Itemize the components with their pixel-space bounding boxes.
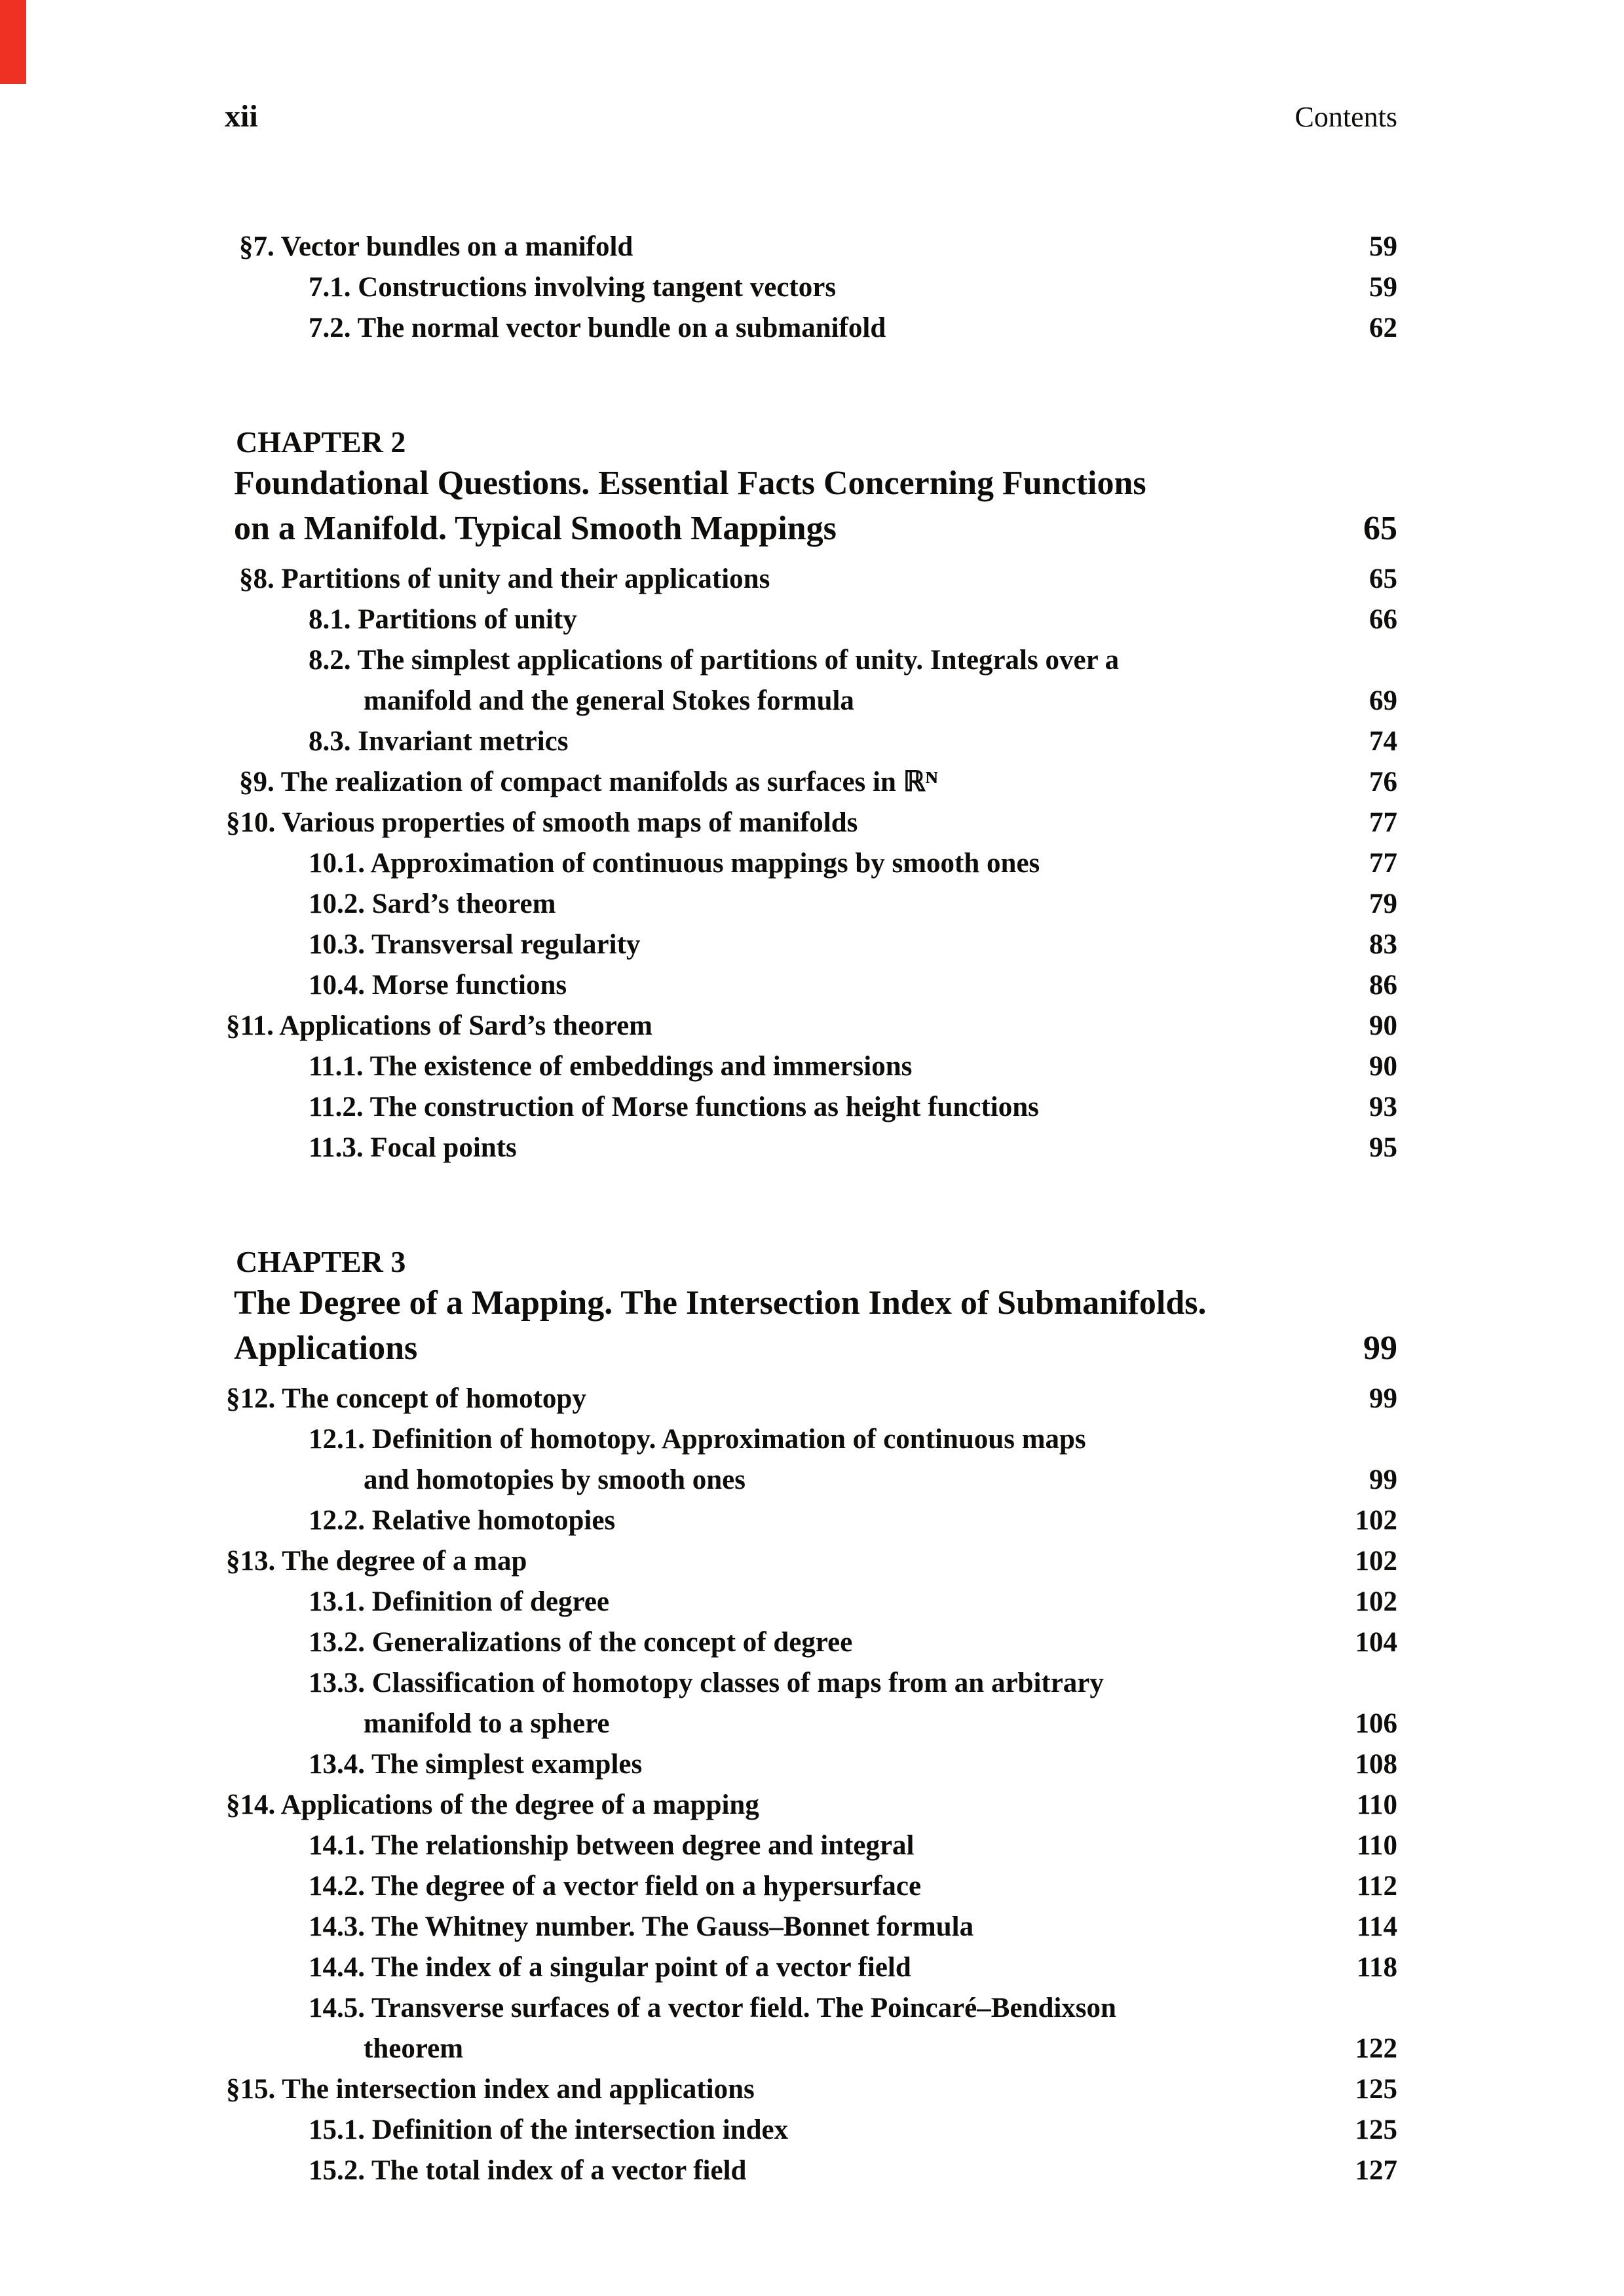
chapter-title-text: The Degree of a Mapping. The Intersection Index of Submanifolds. xyxy=(234,1284,1207,1322)
page-number: 110 xyxy=(1356,1789,1397,1820)
chapter-heading xyxy=(225,424,1397,461)
page-number: 95 xyxy=(1369,1132,1397,1163)
toc-entry-text: 10.4. Morse functions xyxy=(309,970,567,1001)
toc-entry xyxy=(225,640,1397,681)
chapter-title xyxy=(225,506,1397,551)
toc-entry-text: 8.2. The simplest applications of partitions of unity. Integrals over a xyxy=(309,645,1120,676)
toc-entry-text: 8.1. Partitions of unity xyxy=(309,604,577,635)
toc-entry-text: 12.1. Definition of homotopy. Approximation of continuous maps xyxy=(309,1424,1086,1455)
toc-entry xyxy=(225,1744,1397,1785)
toc-entry-text: 14.4. The index of a singular point of a vector field xyxy=(309,1952,911,1983)
toc-entry xyxy=(225,884,1397,925)
toc-entry xyxy=(225,600,1397,640)
page-number: 90 xyxy=(1369,1010,1397,1041)
toc-entry xyxy=(225,843,1397,884)
toc-entry-text: theorem xyxy=(364,2033,464,2064)
chapter-heading xyxy=(225,1244,1397,1280)
chapter-heading-text: CHAPTER 3 xyxy=(236,1245,406,1278)
toc-entry xyxy=(225,1785,1397,1826)
page-header xyxy=(225,98,1397,134)
page-number: 69 xyxy=(1369,685,1397,716)
toc-entry xyxy=(225,1379,1397,1419)
chapter-heading-text: CHAPTER 2 xyxy=(236,425,406,459)
chapter-title-text: on a Manifold. Typical Smooth Mappings xyxy=(234,510,837,547)
running-head: Contents xyxy=(1294,101,1397,133)
toc-entry-text: §14. Applications of the degree of a mapping xyxy=(226,1789,759,1820)
chapter-title-text: Foundational Questions. Essential Facts Concerning Functions xyxy=(234,465,1146,502)
toc-entry-text: and homotopies by smooth ones xyxy=(364,1464,746,1495)
toc-entry xyxy=(225,1826,1397,1866)
page-number: 83 xyxy=(1369,929,1397,960)
toc-entry xyxy=(225,965,1397,1006)
toc-entry-text: §12. The concept of homotopy xyxy=(226,1383,586,1414)
toc-entry-text: 13.1. Definition of degree xyxy=(309,1586,609,1617)
toc-entry xyxy=(225,1988,1397,2029)
page-number: 125 xyxy=(1355,2074,1397,2105)
toc-entry-text: 15.1. Definition of the intersection index xyxy=(309,2114,789,2145)
page-number: 108 xyxy=(1355,1749,1397,1780)
page-number: 65 xyxy=(1369,564,1397,594)
toc-entry xyxy=(225,1947,1397,1988)
toc-entry-text: 8.3. Invariant metrics xyxy=(309,726,569,757)
toc-entry-continuation xyxy=(225,1704,1397,1744)
page-number: 102 xyxy=(1355,1505,1397,1536)
toc-entry xyxy=(225,267,1397,308)
page-number: 77 xyxy=(1369,848,1397,879)
table-of-contents xyxy=(225,227,1397,2191)
toc-entry-text: 12.2. Relative homotopies xyxy=(309,1505,616,1536)
toc-entry-continuation xyxy=(225,1460,1397,1501)
page-number: 93 xyxy=(1369,1092,1397,1122)
toc-entry xyxy=(225,762,1397,803)
page-number: 122 xyxy=(1355,2033,1397,2064)
chapter-title xyxy=(225,461,1397,506)
toc-entry-text: §7. Vector bundles on a manifold xyxy=(239,231,633,262)
page-number: 99 xyxy=(1363,1330,1397,1367)
page-number: 118 xyxy=(1356,1952,1397,1983)
page-number: 59 xyxy=(1369,272,1397,303)
page-number: 106 xyxy=(1355,1708,1397,1739)
page-number: 125 xyxy=(1355,2114,1397,2145)
toc-entry xyxy=(225,1907,1397,1947)
toc-entry xyxy=(225,559,1397,600)
page-number: 66 xyxy=(1369,604,1397,635)
toc-entry xyxy=(225,1501,1397,1541)
toc-entry xyxy=(225,1622,1397,1663)
page-number: 77 xyxy=(1369,807,1397,838)
toc-entry xyxy=(225,2069,1397,2110)
toc-entry-text: 11.3. Focal points xyxy=(309,1132,517,1163)
page-number: 99 xyxy=(1369,1383,1397,1414)
toc-entry xyxy=(225,1419,1397,1460)
toc-entry xyxy=(225,1582,1397,1622)
page-number: 79 xyxy=(1369,889,1397,919)
toc-entry-text: 7.2. The normal vector bundle on a submanifold xyxy=(309,313,886,343)
page-number: 90 xyxy=(1369,1051,1397,1082)
page-number: 112 xyxy=(1356,1871,1397,1902)
toc-entry xyxy=(225,925,1397,965)
toc-entry xyxy=(225,1046,1397,1087)
page-number: 86 xyxy=(1369,970,1397,1001)
page-number: 65 xyxy=(1363,510,1397,547)
toc-entry xyxy=(225,803,1397,843)
toc-entry-text: §8. Partitions of unity and their applications xyxy=(239,564,770,594)
toc-entry-text: 10.2. Sard’s theorem xyxy=(309,889,556,919)
page-number: 104 xyxy=(1355,1627,1397,1658)
toc-entry-text: manifold to a sphere xyxy=(364,1708,610,1739)
toc-entry-text: 13.4. The simplest examples xyxy=(309,1749,643,1780)
page-number: 74 xyxy=(1369,726,1397,757)
toc-entry xyxy=(225,2110,1397,2151)
page-number: 110 xyxy=(1356,1830,1397,1861)
toc-entry xyxy=(225,227,1397,267)
toc-entry xyxy=(225,721,1397,762)
page-number: 102 xyxy=(1355,1546,1397,1577)
toc-entry-continuation xyxy=(225,2029,1397,2069)
page-number: 76 xyxy=(1369,767,1397,797)
page-number: 59 xyxy=(1369,231,1397,262)
page-number: 102 xyxy=(1355,1586,1397,1617)
toc-entry-continuation xyxy=(225,681,1397,721)
page-number: 114 xyxy=(1356,1911,1397,1942)
toc-entry-text: 14.3. The Whitney number. The Gauss–Bonnet formula xyxy=(309,1911,974,1942)
toc-entry xyxy=(225,1006,1397,1046)
toc-entry-text: 13.3. Classification of homotopy classes of maps from an arbitrary xyxy=(309,1668,1104,1698)
chapter-title-text: Applications xyxy=(234,1330,418,1367)
toc-entry-text: 7.1. Constructions involving tangent vectors xyxy=(309,272,837,303)
page-number: 127 xyxy=(1355,2155,1397,2186)
toc-entry-text: manifold and the general Stokes formula xyxy=(364,685,854,716)
toc-entry-text: 10.3. Transversal regularity xyxy=(309,929,641,960)
toc-entry xyxy=(225,1541,1397,1582)
toc-entry xyxy=(225,1663,1397,1704)
toc-entry-text: 11.2. The construction of Morse functions as height functions xyxy=(309,1092,1039,1122)
toc-entry-text: 10.1. Approximation of continuous mappings by smooth ones xyxy=(309,848,1040,879)
toc-entry xyxy=(225,2151,1397,2191)
toc-entry xyxy=(225,1866,1397,1907)
toc-entry xyxy=(225,1128,1397,1168)
page-number: 62 xyxy=(1369,313,1397,343)
toc-entry-text: 11.1. The existence of embeddings and immersions xyxy=(309,1051,913,1082)
toc-entry-text: 15.2. The total index of a vector field xyxy=(309,2155,747,2186)
toc-entry xyxy=(225,1087,1397,1128)
chapter-title xyxy=(225,1326,1397,1371)
red-corner-mark xyxy=(0,0,26,84)
toc-entry xyxy=(225,308,1397,349)
toc-entry-text: §9. The realization of compact manifolds as surfaces in ℝᴺ xyxy=(239,767,938,797)
toc-entry-text: §13. The degree of a map xyxy=(226,1546,527,1577)
toc-entry-text: §15. The intersection index and applications xyxy=(226,2074,755,2105)
page-number: 99 xyxy=(1369,1464,1397,1495)
toc-entry-text: §11. Applications of Sard’s theorem xyxy=(226,1010,653,1041)
chapter-title xyxy=(225,1280,1397,1326)
toc-entry-text: 14.5. Transverse surfaces of a vector field. The Poincaré–Bendixson xyxy=(309,1993,1116,2023)
toc-entry-text: 13.2. Generalizations of the concept of degree xyxy=(309,1627,853,1658)
toc-entry-text: 14.2. The degree of a vector field on a hypersurface xyxy=(309,1871,922,1902)
toc-entry-text: 14.1. The relationship between degree and integral xyxy=(309,1830,915,1861)
page-folio: xii xyxy=(225,99,258,134)
toc-entry-text: §10. Various properties of smooth maps of manifolds xyxy=(226,807,858,838)
